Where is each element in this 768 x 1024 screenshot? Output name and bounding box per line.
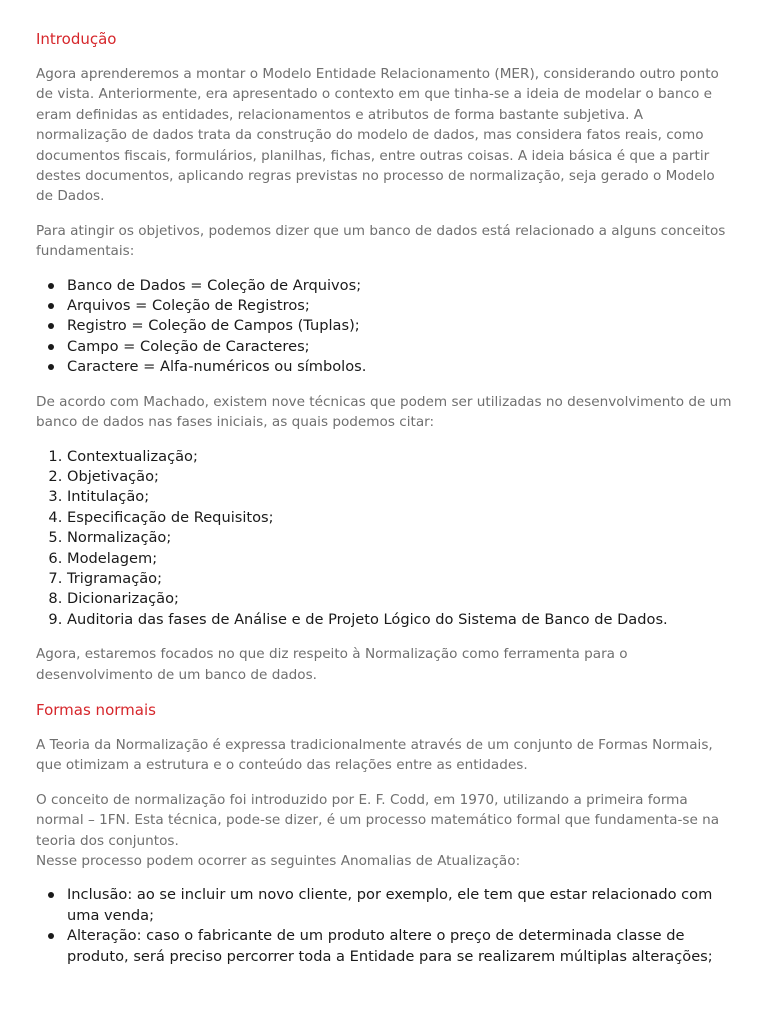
techniques-intro-paragraph: De acordo com Machado, existem nove técnicas que podem ser utilizadas no desenvolvimento de um banco de dados nas fases iniciais, as quais podemos citar: [36,393,732,431]
list-item: Alteração: caso o fabricante de um produto altere o preço de determinada classe de produto, será preciso percorrer toda a Entidade para se realizarem múltiplas alterações; [67,926,736,967]
list-item: 5. Normalização; [67,528,736,548]
concepts-intro-paragraph: Para atingir os objetivos, podemos dizer que um banco de dados está relacionado a alguns conceitos fundamentais: [36,222,726,260]
list-item: 4. Especificação de Requisitos; [67,508,736,528]
list-item: 1. Contextualização; [67,447,736,467]
codd-paragraph [36,790,736,872]
list-item: Registro = Coleção de Campos (Tuplas); [67,316,736,336]
concepts-list [36,276,736,378]
list-item: 7. Trigramação; [67,569,736,589]
intro-paragraph: Agora aprenderemos a montar o Modelo Entidade Relacionamento (MER), considerando outro ponto de vista. Anteriormente, era apresentado o contexto em que tinha-se a ideia de modelar o banco e eram definidas as entidades, relacionamentos e atributos de forma bastante subjetiva. A normalização de dados trata da construção do modelo de dados, mas considera fatos reais, como documentos fiscais, formulários, planilhas, fichas, entre outras coisas. A ideia básica é que a partir destes documentos, aplicando regras previstas no processo de normalização, seja gerado o Modelo de Dados. [36,66,719,205]
list-item: 8. Dicionarização; [67,589,736,609]
list-item: Caractere = Alfa-numéricos ou símbolos. [67,357,736,377]
list-item: 3. Intitulação; [67,487,736,507]
list-item: Inclusão: ao se incluir um novo cliente, por exemplo, ele tem que estar relacionado com uma venda; [67,885,736,926]
section-heading-formas-normais: Formas normais [36,700,156,719]
section-heading-introducao: Introdução [36,30,117,48]
focus-paragraph: Agora, estaremos focados no que diz respeito à Normalização como ferramenta para o desenvolvimento de um banco de dados. [36,646,628,683]
techniques-list [36,447,736,631]
list-item: 6. Modelagem; [67,549,736,569]
list-item: 2. Objetivação; [67,467,736,487]
list-item: Campo = Coleção de Caracteres; [67,337,736,357]
list-item: 9. Auditoria das fases de Análise e de Projeto Lógico do Sistema de Banco de Dados. [67,610,736,630]
article-content [36,28,736,967]
list-item: Banco de Dados = Coleção de Arquivos; [67,276,736,296]
theory-paragraph: A Teoria da Normalização é expressa tradicionalmente através de um conjunto de Formas Normais, que otimizam a estrutura e o conteúdo das relações entre as entidades. [36,736,713,774]
codd-text: O conceito de normalização foi introduzido por E. F. Codd, em 1970, utilizando a primeira forma normal – 1FN. Esta técnica, pode-se dizer, é um processo matemático formal que fundamenta-se na teoria dos conjuntos. [36,791,720,849]
list-item: Arquivos = Coleção de Registros; [67,296,736,316]
anomalies-intro-text: Nesse processo podem ocorrer as seguintes Anomalias de Atualização: [36,853,521,869]
anomalies-list [36,885,736,967]
